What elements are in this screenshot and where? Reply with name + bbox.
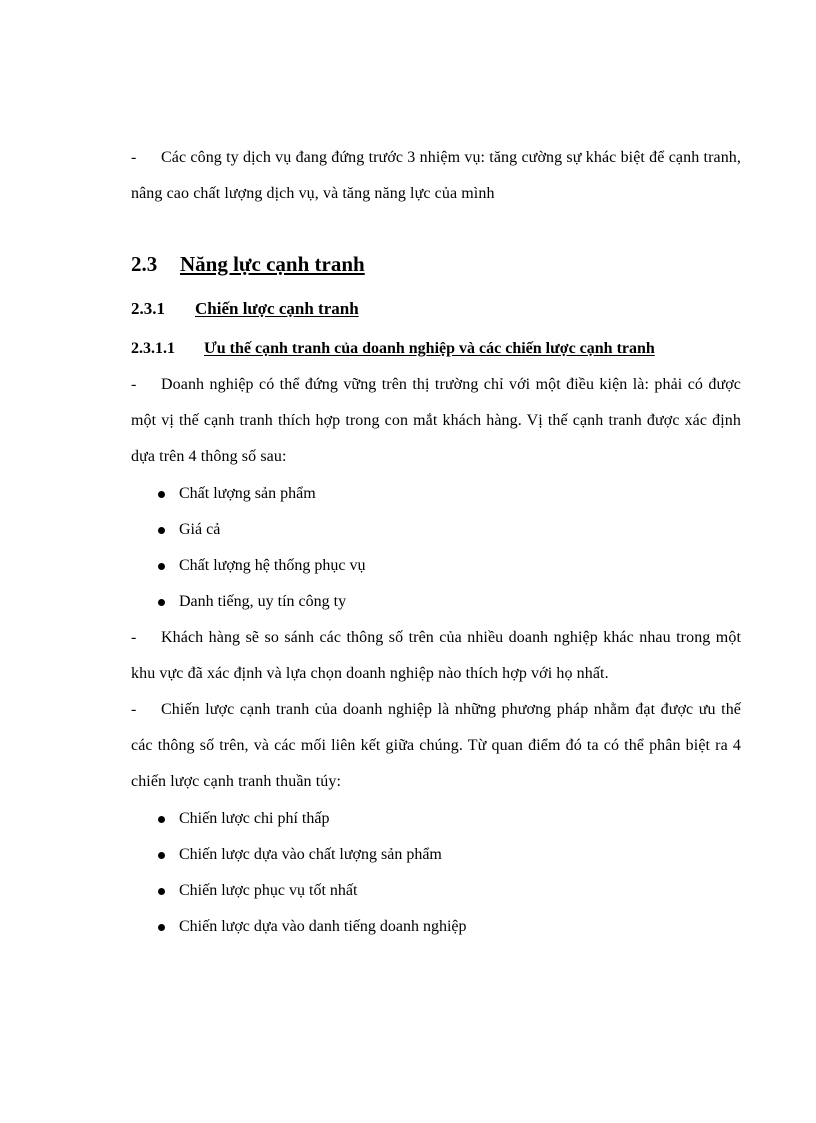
list-item: [131, 548, 741, 584]
parameter-list: [131, 476, 741, 620]
bullet-icon: [158, 852, 165, 859]
list-item-text: Chiến lược chi phí thấp: [179, 810, 330, 827]
paragraph-1-dash: -: [131, 376, 137, 393]
list-item-text: Chiến lược dựa vào chất lượng sản phẩm: [179, 846, 442, 863]
list-item-text: Chất lượng hệ thống phục vụ: [179, 557, 366, 574]
subsubsection-number: 2.3.1.1: [131, 340, 175, 357]
list-item: [131, 837, 741, 873]
bullet-icon: [158, 599, 165, 606]
bullet-icon: [158, 816, 165, 823]
section-title: Năng lực cạnh tranh: [180, 252, 365, 276]
bullet-icon: [158, 527, 165, 534]
intro-paragraph: [131, 140, 741, 212]
list-item: [131, 801, 741, 837]
paragraph-1: [131, 367, 741, 475]
paragraph-3-text: Chiến lược cạnh tranh của doanh nghiệp là những phương pháp nhằm đạt được ưu thế các thông số trên, và các mối liên kết giữa chúng. Từ quan điểm đó ta có thể phân biệt ra 4 chiến lược cạnh tranh thuần túy:: [131, 701, 741, 790]
bullet-icon: [158, 924, 165, 931]
section-heading: [131, 252, 365, 277]
section-number: 2.3: [131, 252, 158, 276]
paragraph-1-text: Doanh nghiệp có thể đứng vững trên thị trường chỉ với một điều kiện là: phải có được một vị thế cạnh tranh thích hợp trong con mắt khách hàng. Vị thế cạnh tranh được xác định dựa trên 4 thông số sau:: [131, 376, 741, 465]
list-item-text: Danh tiếng, uy tín công ty: [179, 593, 347, 610]
bullet-icon: [158, 563, 165, 570]
subsection-number: 2.3.1: [131, 299, 165, 318]
subsection-title: Chiến lược cạnh tranh: [195, 299, 359, 318]
subsection-heading: [131, 299, 359, 319]
bullet-icon: [158, 888, 165, 895]
intro-dash: -: [131, 149, 137, 166]
list-item: [131, 584, 741, 620]
paragraph-3: [131, 692, 741, 800]
list-item-text: Chiến lược dựa vào danh tiếng doanh nghiệp: [179, 918, 467, 935]
list-item: [131, 476, 741, 512]
list-item: [131, 873, 741, 909]
bullet-icon: [158, 491, 165, 498]
strategy-list: [131, 801, 741, 945]
list-item: [131, 909, 741, 945]
subsubsection-heading: [131, 340, 655, 358]
paragraph-2-dash: -: [131, 629, 137, 646]
intro-text: Các công ty dịch vụ đang đứng trước 3 nhiệm vụ: tăng cường sự khác biệt để cạnh tranh, nâng cao chất lượng dịch vụ, và tăng năng lực của mình: [131, 149, 741, 202]
list-item-text: Giá cả: [179, 521, 221, 538]
paragraph-2-text: Khách hàng sẽ so sánh các thông số trên của nhiều doanh nghiệp khác nhau trong một khu vực đã xác định và lựa chọn doanh nghiệp nào thích hợp với họ nhất.: [131, 629, 741, 682]
list-item-text: Chiến lược phục vụ tốt nhất: [179, 882, 358, 899]
list-item-text: Chất lượng sản phẩm: [179, 485, 316, 502]
subsubsection-title: Ưu thế cạnh tranh của doanh nghiệp và các chiến lược cạnh tranh: [204, 340, 655, 357]
paragraph-3-dash: -: [131, 701, 137, 718]
list-item: [131, 512, 741, 548]
paragraph-2: [131, 620, 741, 692]
